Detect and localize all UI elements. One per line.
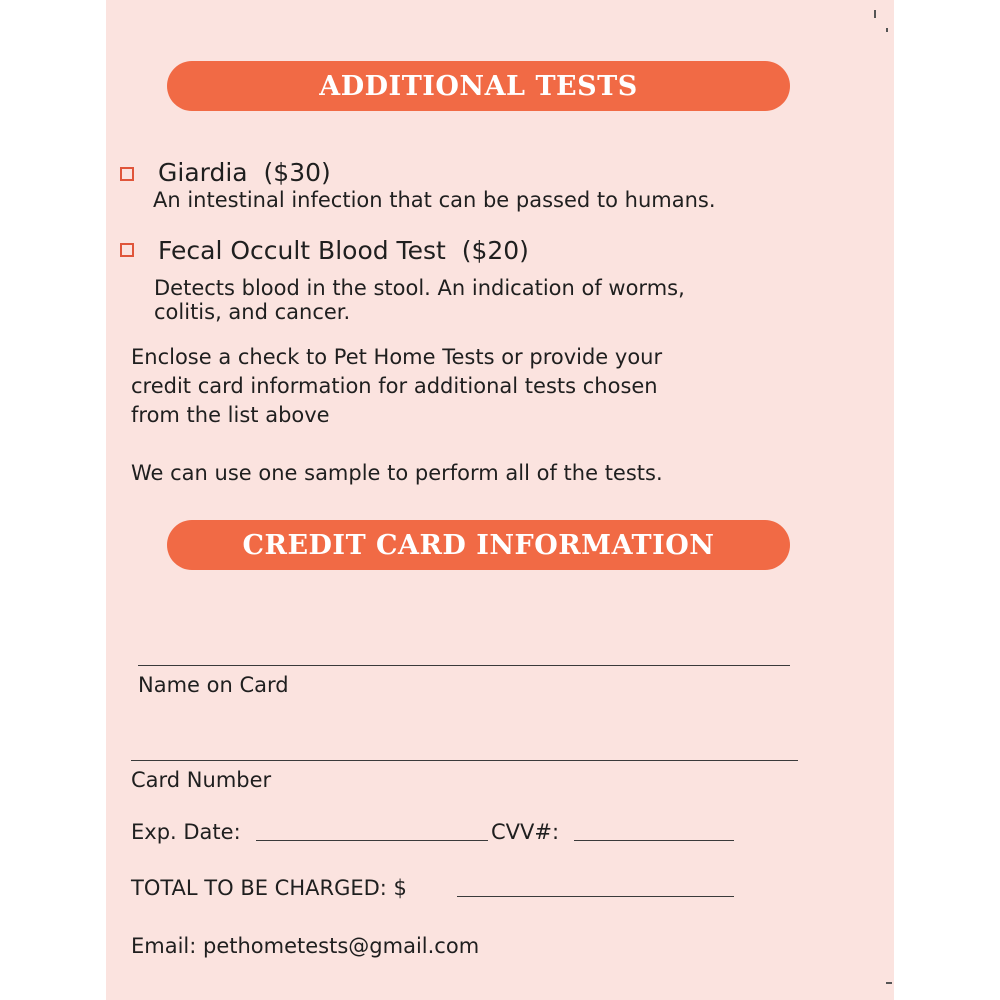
fecal-occult-blood-test-name: Fecal Occult Blood Test [158,236,446,265]
name-on-card-field[interactable] [138,655,790,666]
card-number-field[interactable] [131,750,798,761]
fecal-occult-blood-test-description-line1: Detects blood in the stool. An indication of worms, [154,276,685,300]
cvv-field[interactable] [574,830,734,841]
giardia-title [158,158,331,187]
contact-email: Email: pethometests@gmail.com [131,934,480,958]
exp-date-field[interactable] [256,830,488,841]
giardia-name: Giardia [158,158,248,187]
giardia-price: ($30) [263,158,331,187]
total-to-be-charged-label: TOTAL TO BE CHARGED: $ [131,876,407,900]
one-sample-note: We can use one sample to perform all of the tests. [131,461,663,485]
cvv-label: CVV#: [491,820,560,844]
instructions-line-3: from the list above [131,403,330,427]
edge-mark [886,28,888,32]
total-to-be-charged-field[interactable] [457,886,734,897]
instructions-line-2: credit card information for additional tests chosen [131,374,658,398]
fecal-occult-blood-test-description-line2: colitis, and cancer. [154,300,351,324]
credit-card-heading-text: CREDIT CARD INFORMATION [242,529,715,561]
edge-mark [886,982,892,984]
credit-card-heading [167,520,790,570]
order-form-page [106,0,894,1000]
name-on-card-label: Name on Card [138,673,289,697]
giardia-checkbox[interactable] [120,167,134,181]
additional-tests-heading-text: ADDITIONAL TESTS [319,70,638,102]
card-number-label: Card Number [131,768,272,792]
instructions-line-1: Enclose a check to Pet Home Tests or provide your [131,345,663,369]
additional-tests-heading [167,61,790,111]
edge-mark [874,10,876,18]
giardia-description: An intestinal infection that can be passed to humans. [153,188,716,212]
fecal-occult-blood-test-price: ($20) [461,236,529,265]
exp-date-label: Exp. Date: [131,820,241,844]
fecal-occult-blood-test-title [158,236,529,265]
fecal-occult-blood-test-checkbox[interactable] [120,243,134,257]
